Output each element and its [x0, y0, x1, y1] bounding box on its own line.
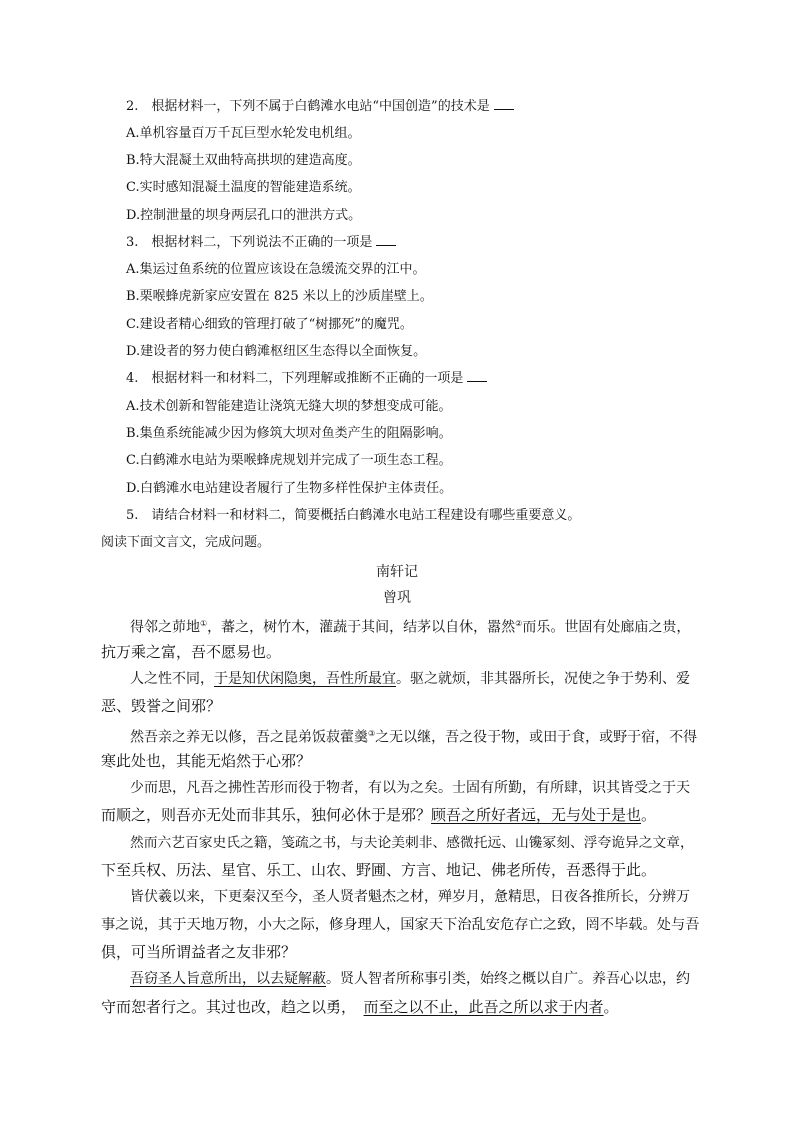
- underlined-sentence: 吾窃圣人旨意所出，以去疑解蔽: [130, 971, 326, 987]
- question-2-option-a: A.单机容量百万千瓦巨型水轮发电机组。: [126, 126, 361, 141]
- question-4-option-d: D.白鹤滩水电站建设者履行了生物多样性保护主体责任。: [126, 481, 453, 496]
- footnote-marker: ①: [200, 619, 208, 628]
- question-2-option-c: C.实时感知混凝土温度的智能建造系统。: [126, 180, 361, 195]
- paragraph-1-line-1: 得邻之茆地①，蕃之，树竹木，灌蔬于其间，结茅以自休，嚣然②而乐。世固有处廊庙之贵，: [130, 619, 691, 636]
- paragraph-3-line-2: 寒此处也，其能无焰然于心邪？: [101, 752, 312, 770]
- paragraph-7-line-1: 吾窃圣人旨意所出，以去疑解蔽。贤人智者所称事引类，始终之概以自广。养吾心以忠，约: [130, 971, 690, 987]
- question-3-option-d: D.建设者的努力使白鹤滩枢纽区生态得以全面恢复。: [126, 344, 427, 359]
- footnote-marker: ②: [515, 619, 523, 628]
- paragraph-1-line-2: 抗万乘之富，吾不愿易也。: [101, 643, 282, 661]
- paragraph-2-line-1: 人之性不同，于是知伏闲隐奥，吾性所最宜。驱之就烦，非其器所长，况使之争于势利、爱: [130, 671, 690, 687]
- question-5-stem: 5. 请结合材料一和材料二，简要概括白鹤滩水电站工程建设有哪些重要意义。: [126, 508, 581, 523]
- paragraph-5-line-2: 下至兵权、历法、星官、乐工、山农、野圃、方言、地记、佛老所传，吾悉得于此。: [101, 861, 657, 879]
- question-4-option-c: C.白鹤滩水电站为栗喉蜂虎规划并完成了一项生态工程。: [126, 453, 452, 468]
- essay-title: 南轩记: [376, 564, 418, 580]
- paragraph-7-line-2: 守而恕者行之。其过也改，趋之以勇， 而至之以不止，此吾之所以求于内者。: [101, 998, 619, 1016]
- reading-instruction: 阅读下面文言文，完成问题。: [101, 535, 271, 550]
- underlined-sentence: 顾吾之所好者远，无与处于是也: [431, 806, 642, 824]
- footnote-marker: ③: [368, 729, 376, 738]
- question-3-option-c: C.建设者精心细致的管理打破了“树挪死”的魔咒。: [126, 317, 413, 332]
- paragraph-6-line-3: 俱，可当所谓益者之友非邪？: [101, 943, 297, 961]
- question-4-stem: 4. 根据材料一和材料二，下列理解或推断不正确的一项是: [126, 369, 487, 389]
- answer-blank: [494, 97, 514, 110]
- answer-blank: [376, 233, 396, 246]
- underlined-sentence: 于是知伏闲隐奥，吾性所最宜: [214, 671, 396, 687]
- question-4-option-b: B.集鱼系统能减少因为修筑大坝对鱼类产生的阻隔影响。: [126, 426, 452, 441]
- question-3-option-b: B.栗喉蜂虎新家应安置在 825 米以上的沙质崖壁上。: [126, 289, 433, 304]
- essay-author: 曾巩: [383, 590, 411, 606]
- question-3-option-a: A.集运过鱼系统的位置应该设在急缓流交界的江中。: [126, 262, 426, 277]
- paragraph-4-line-2: 而顺之，则吾亦无处而非其乐，独何必休于是邪？顾吾之所好者远，无与处于是也。: [101, 806, 657, 824]
- paragraph-4-line-1: 少而思，凡吾之拂性苦形而役于物者，有以为之矣。士固有所勤，有所肆，识其皆受之于天: [130, 780, 690, 796]
- question-2-option-b: B.特大混凝土双曲特高拱坝的建造高度。: [126, 153, 361, 168]
- paragraph-2-line-2: 恶、毁誉之间邪？: [101, 697, 222, 715]
- paragraph-5-line-1: 然而六艺百家史氏之籍，笺疏之书，与夫论美刺非、感微托远、山镵冢刻、浮夸诡异之文章，: [130, 835, 694, 851]
- question-2-stem: 2. 根据材料一，下列不属于白鹤滩水电站“中国创造”的技术是: [126, 97, 514, 117]
- paragraph-3-line-1: 然吾亲之养无以修，吾之昆弟饭菽藿羹③之无以继，吾之役于物，或田于食，或野于宿，不得: [130, 729, 698, 746]
- question-3-stem: 3. 根据材料二，下列说法不正确的一项是: [126, 233, 396, 253]
- underlined-sentence: 而至之以不止，此吾之所以求于内者: [363, 998, 604, 1016]
- answer-blank: [467, 369, 487, 382]
- paragraph-6-line-1: 皆伏羲以来，下更秦汉至今，圣人贤者魁杰之材，殚岁月，惫精思，日夜各推所长，分辨万: [130, 889, 690, 905]
- question-4-option-a: A.技术创新和智能建造让浇筑无缝大坝的梦想变成可能。: [126, 399, 452, 414]
- question-2-option-d: D.控制泄量的坝身两层孔口的泄洪方式。: [126, 208, 362, 223]
- paragraph-6-line-2: 事之说，其于天地万物，小大之际，修身理人，国家天下治乱安危存亡之致，罔不毕载。处与吾: [101, 917, 700, 933]
